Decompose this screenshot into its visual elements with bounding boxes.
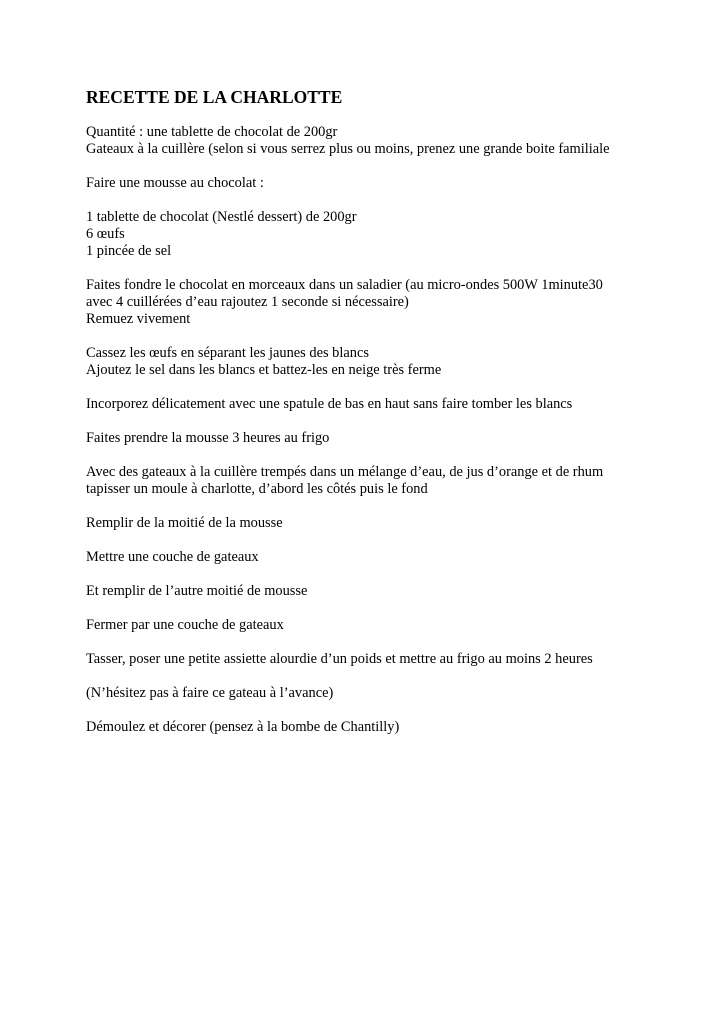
text-line: Et remplir de l’autre moitié de mousse [86, 583, 308, 599]
paragraph-eggs [86, 345, 706, 379]
text-line: Gateaux à la cuillère (selon si vous serrez plus ou moins, prenez une grande boite familiale [86, 141, 610, 157]
text-line: tapisser un moule à charlotte, d’abord les côtés puis le fond [86, 481, 428, 497]
paragraph-advance-note [86, 685, 706, 702]
paragraph-incorporate [86, 396, 706, 413]
text-line: 1 pincée de sel [86, 243, 172, 259]
text-line: 1 tablette de chocolat (Nestlé dessert) de 200gr [86, 209, 357, 225]
text-line: 6 œufs [86, 226, 125, 242]
text-line: (N’hésitez pas à faire ce gateau à l’avance) [86, 685, 334, 701]
text-line: Cassez les œufs en séparant les jaunes des blancs [86, 345, 369, 361]
document-page [86, 86, 706, 753]
text-line: Mettre une couche de gateaux [86, 549, 259, 565]
text-line: Incorporez délicatement avec une spatule de bas en haut sans faire tomber les blancs [86, 396, 573, 412]
recipe-title: RECETTE DE LA CHARLOTTE [86, 87, 343, 107]
text-line: Ajoutez le sel dans les blancs et battez-les en neige très ferme [86, 362, 442, 378]
text-line: Quantité : une tablette de chocolat de 200gr [86, 124, 338, 140]
text-line: Faites fondre le chocolat en morceaux dans un saladier (au micro-ondes 500W 1minute30 [86, 277, 603, 293]
text-line: Remplir de la moitié de la mousse [86, 515, 283, 531]
paragraph-melt-chocolate [86, 277, 706, 328]
text-line: avec 4 cuillérées d’eau rajoutez 1 seconde si nécessaire) [86, 294, 409, 310]
paragraph-fill-other-half [86, 583, 706, 600]
paragraph-line-mold [86, 464, 706, 498]
text-line: Faites prendre la mousse 3 heures au frigo [86, 430, 330, 446]
paragraph-unmold [86, 719, 706, 736]
text-line: Avec des gateaux à la cuillère trempés dans un mélange d’eau, de jus d’orange et de rhum [86, 464, 604, 480]
paragraph-close-layer [86, 617, 706, 634]
paragraph-ingredients [86, 209, 706, 260]
text-line: Remuez vivement [86, 311, 191, 327]
text-line: Démoulez et décorer (pensez à la bombe de Chantilly) [86, 719, 400, 735]
paragraph-set-mousse [86, 430, 706, 447]
text-line: Tasser, poser une petite assiette alourdie d’un poids et mettre au frigo au moins 2 heures [86, 651, 593, 667]
paragraph-quantity [86, 124, 706, 158]
paragraph-mousse-heading [86, 175, 706, 192]
text-line: Faire une mousse au chocolat : [86, 175, 264, 191]
text-line: Fermer par une couche de gateaux [86, 617, 284, 633]
paragraph-cake-layer [86, 549, 706, 566]
paragraph-press [86, 651, 706, 668]
paragraph-fill-half [86, 515, 706, 532]
